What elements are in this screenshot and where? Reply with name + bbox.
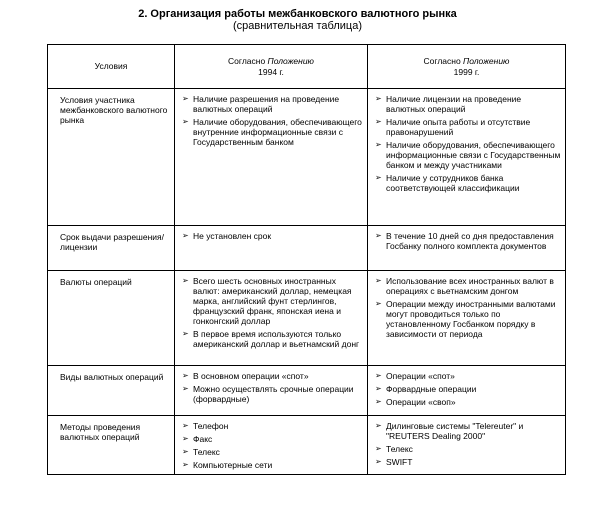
header-conditions-label: Условия: [94, 61, 128, 71]
list-item-text: SWIFT: [386, 457, 413, 467]
list-item: [182, 231, 363, 241]
arrowhead-right-icon: ➢: [375, 140, 382, 149]
list-item: [182, 421, 363, 431]
document-title: 2. Организация работы межбанковского валютного рынка: [138, 8, 457, 20]
arrowhead-right-icon: ➢: [375, 384, 382, 393]
list-item: [375, 397, 561, 407]
list-item-text: В течение 10 дней со дня предоставления Госбанку полного комплекта документов: [386, 231, 554, 251]
cell-1994: [175, 416, 368, 475]
arrowhead-right-icon: ➢: [375, 94, 382, 103]
list-item-text: Использование всех иностранных валют в операциях с вьетнамским донгом: [386, 276, 554, 296]
cell-1999: [368, 226, 566, 271]
condition-cell: Условия участника межбанковского валютного рынка: [48, 89, 175, 226]
list-item: [375, 140, 561, 170]
list-item: [375, 94, 561, 114]
bullet-list: [368, 416, 565, 471]
condition-cell: Виды валютных операций: [48, 366, 175, 416]
table-row: [48, 89, 566, 226]
list-item: [182, 329, 363, 349]
bullet-list: [368, 226, 565, 255]
arrowhead-right-icon: ➢: [182, 276, 189, 285]
condition-cell: Срок выдачи разрешения/лицензии: [48, 226, 175, 271]
bullet-list: [175, 366, 367, 408]
header-1999-year: 1999 г.: [453, 66, 480, 77]
list-item: [375, 444, 561, 454]
arrowhead-right-icon: ➢: [375, 299, 382, 308]
table-header-row: [48, 45, 566, 89]
list-item: [375, 276, 561, 296]
arrowhead-right-icon: ➢: [375, 444, 382, 453]
list-item-text: Наличие оборудования, обеспечивающего информационные связи с Государственным банком и между участниками: [386, 140, 561, 170]
list-item: [375, 384, 561, 394]
cell-1999: [368, 271, 566, 366]
arrowhead-right-icon: ➢: [182, 421, 189, 430]
header-1994-year: 1994 г.: [258, 66, 284, 77]
header-1994: [175, 45, 368, 89]
arrowhead-right-icon: ➢: [375, 421, 382, 430]
arrowhead-right-icon: ➢: [182, 460, 189, 469]
arrowhead-right-icon: ➢: [182, 94, 189, 103]
list-item-text: Телефон: [193, 421, 229, 431]
list-item: [182, 117, 363, 147]
list-item: [375, 231, 561, 251]
table-row: [48, 226, 566, 271]
cell-1999: [368, 416, 566, 475]
arrowhead-right-icon: ➢: [182, 447, 189, 456]
list-item-text: В первое время используются только американский доллар и вьетнамский донг: [193, 329, 360, 349]
comparison-table: [47, 44, 566, 475]
list-item-text: Наличие у сотрудников банка соответствующей классификации: [386, 173, 520, 193]
arrowhead-right-icon: ➢: [375, 117, 382, 126]
header-conditions: [48, 45, 175, 89]
cell-1999: [368, 366, 566, 416]
bullet-list: [368, 366, 565, 411]
bullet-list: [175, 89, 367, 151]
list-item: [375, 117, 561, 137]
list-item-text: Наличие опыта работы и отсутствие правонарушений: [386, 117, 531, 137]
list-item-text: Наличие оборудования, обеспечивающего внутренние информационные связи с Государственным банком: [193, 117, 362, 147]
list-item: [375, 421, 561, 441]
header-1994-italic: Положению: [267, 55, 314, 66]
arrowhead-right-icon: ➢: [375, 276, 382, 285]
arrowhead-right-icon: ➢: [182, 117, 189, 126]
list-item-text: Наличие разрешения на проведение валютных операций: [193, 94, 340, 114]
cell-1994: [175, 271, 368, 366]
list-item-text: Факс: [193, 434, 213, 444]
header-1999: [368, 45, 566, 89]
list-item-text: Не установлен срок: [193, 231, 272, 241]
cell-1994: [175, 366, 368, 416]
condition-cell: Методы проведения валютных операций: [48, 416, 175, 475]
bullet-list: [175, 416, 367, 474]
table-body: [48, 89, 566, 475]
list-item: [182, 384, 363, 404]
list-item-text: Компьютерные сети: [193, 460, 273, 470]
arrowhead-right-icon: ➢: [182, 384, 189, 393]
list-item-text: Дилинговые системы "Telereuter" и "REUTERS Dealing 2000": [386, 421, 524, 441]
table-row: [48, 416, 566, 475]
cell-1994: [175, 89, 368, 226]
arrowhead-right-icon: ➢: [375, 371, 382, 380]
list-item-text: В основном операции «спот»: [193, 371, 309, 381]
bullet-list: [368, 89, 565, 197]
list-item: [182, 460, 363, 470]
list-item: [375, 371, 561, 381]
bullet-list: [175, 226, 367, 245]
list-item: [375, 173, 561, 193]
arrowhead-right-icon: ➢: [375, 397, 382, 406]
list-item-text: Телекс: [386, 444, 413, 454]
header-1994-prefix: Согласно: [228, 55, 268, 66]
arrowhead-right-icon: ➢: [182, 434, 189, 443]
list-item-text: Операции «спот»: [386, 371, 455, 381]
condition-cell: Валюты операций: [48, 271, 175, 366]
list-item: [375, 299, 561, 339]
header-1999-prefix: Согласно: [423, 55, 464, 66]
document-subtitle: (сравнительная таблица): [233, 20, 362, 32]
list-item: [375, 457, 561, 467]
table-row: [48, 366, 566, 416]
arrowhead-right-icon: ➢: [375, 173, 382, 182]
header-1999-italic: Положению: [463, 55, 510, 66]
list-item-text: Наличие лицензии на проведение валютных операций: [386, 94, 522, 114]
arrowhead-right-icon: ➢: [182, 231, 189, 240]
arrowhead-right-icon: ➢: [375, 231, 382, 240]
list-item: [182, 371, 363, 381]
list-item-text: Операции «своп»: [386, 397, 456, 407]
bullet-list: [368, 271, 565, 343]
list-item-text: Телекс: [193, 447, 220, 457]
arrowhead-right-icon: ➢: [182, 329, 189, 338]
cell-1999: [368, 89, 566, 226]
bullet-list: [175, 271, 367, 353]
list-item: [182, 94, 363, 114]
list-item: [182, 447, 363, 457]
arrowhead-right-icon: ➢: [182, 371, 189, 380]
table-row: [48, 271, 566, 366]
list-item-text: Форвардные операции: [386, 384, 477, 394]
list-item-text: Операции между иностранными валютами могут проводиться только по установленному Госбанком порядку в зависимости от периода: [386, 299, 556, 339]
cell-1994: [175, 226, 368, 271]
list-item: [182, 434, 363, 444]
list-item-text: Можно осуществлять срочные операции (форвардные): [193, 384, 354, 404]
arrowhead-right-icon: ➢: [375, 457, 382, 466]
list-item-text: Всего шесть основных иностранных валют: американский доллар, немецкая марка, английский фунт стерлингов, французский франк, японская иена и гонконгский доллар: [193, 276, 352, 326]
list-item: [182, 276, 363, 326]
